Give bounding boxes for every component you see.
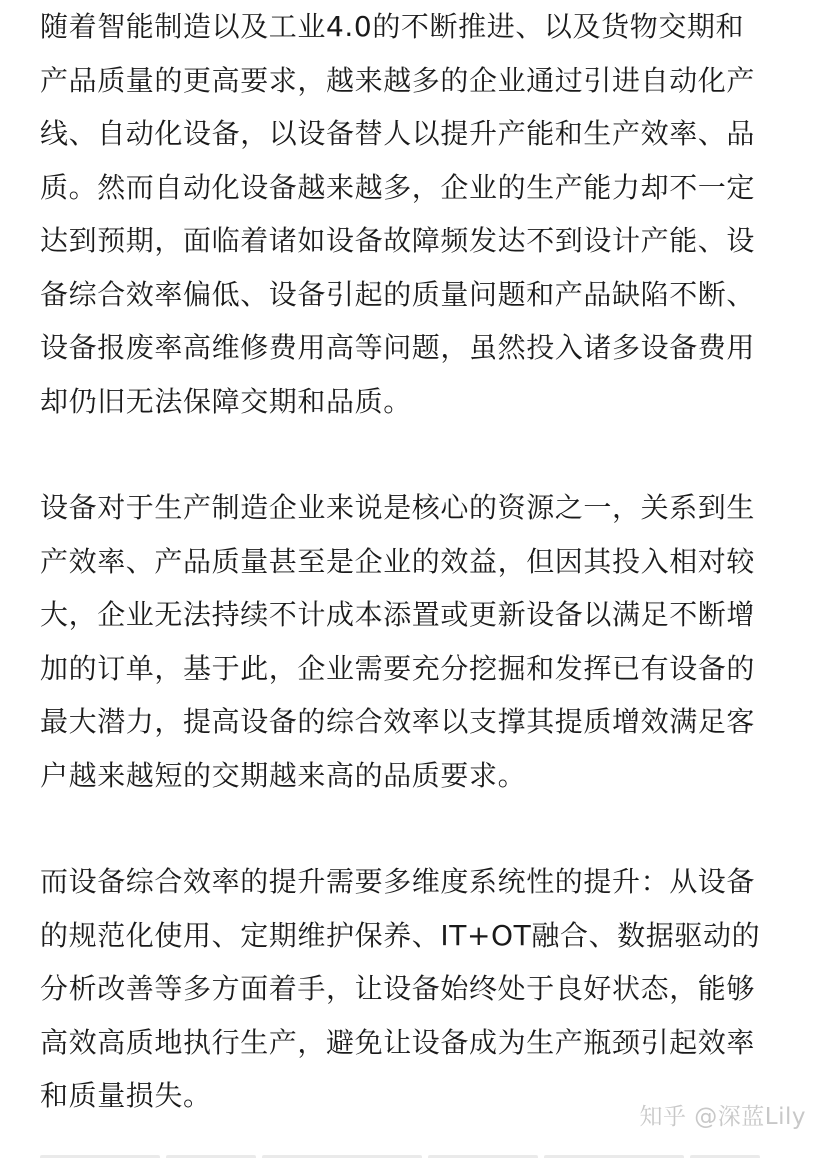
paragraph-3 bbox=[40, 855, 790, 1123]
paragraph-line: 而设备综合效率的提升需要多维度系统性的提升：从设备 bbox=[40, 865, 756, 898]
paragraph-line: 高效高质地执行生产，避免让设备成为生产瓶颈引起效率 bbox=[40, 1025, 756, 1059]
article-body bbox=[40, 0, 790, 1123]
paragraph-line: 和质量损失。 bbox=[40, 1079, 212, 1112]
paragraph-line: 设备对于生产制造企业来说是核心的资源之一，关系到生 bbox=[40, 491, 756, 524]
paragraph-line: 户越来越短的交期越来高的品质要求。 bbox=[40, 758, 527, 792]
zhihu-watermark: 知乎 @深蓝Lily bbox=[639, 1104, 806, 1130]
paragraph-line: 产品质量的更高要求，越来越多的企业通过引进自动化产 bbox=[40, 63, 756, 97]
paragraph-line: 最大潜力，提高设备的综合效率以支撑其提质增效满足客 bbox=[40, 705, 756, 738]
paragraph-line: 设备报废率高维修费用高等问题，虽然投入诸多设备费用 bbox=[40, 331, 756, 364]
paragraph-line: 产效率、产品质量甚至是企业的效益，但因其投入相对较 bbox=[40, 544, 756, 578]
paragraph-line: 的规范化使用、定期维护保养、IT+OT融合、数据驱动的 bbox=[40, 918, 761, 952]
next-line-cutoff bbox=[40, 1146, 780, 1158]
paragraph-line: 线、自动化设备，以设备替人以提升产能和生产效率、品 bbox=[40, 117, 756, 150]
paragraph-line: 随着智能制造以及工业4.0的不断推进、以及货物交期和 bbox=[40, 10, 745, 43]
paragraph-line: 分析改善等多方面着手，让设备始终处于良好状态，能够 bbox=[40, 972, 756, 1005]
paragraph-line: 却仍旧无法保障交期和品质。 bbox=[40, 384, 412, 418]
paragraph-2 bbox=[40, 481, 790, 802]
paragraph-line: 达到预期，面临着诸如设备故障频发达不到设计产能、设 bbox=[40, 224, 756, 257]
paragraph-1 bbox=[40, 0, 790, 428]
paragraph-line: 质。然而自动化设备越来越多，企业的生产能力却不一定 bbox=[40, 170, 756, 204]
paragraph-line: 加的订单，基于此，企业需要充分挖掘和发挥已有设备的 bbox=[40, 651, 756, 685]
paragraph-line: 备综合效率偏低、设备引起的质量问题和产品缺陷不断、 bbox=[40, 277, 756, 311]
paragraph-line: 大，企业无法持续不计成本添置或更新设备以满足不断增 bbox=[40, 598, 756, 631]
